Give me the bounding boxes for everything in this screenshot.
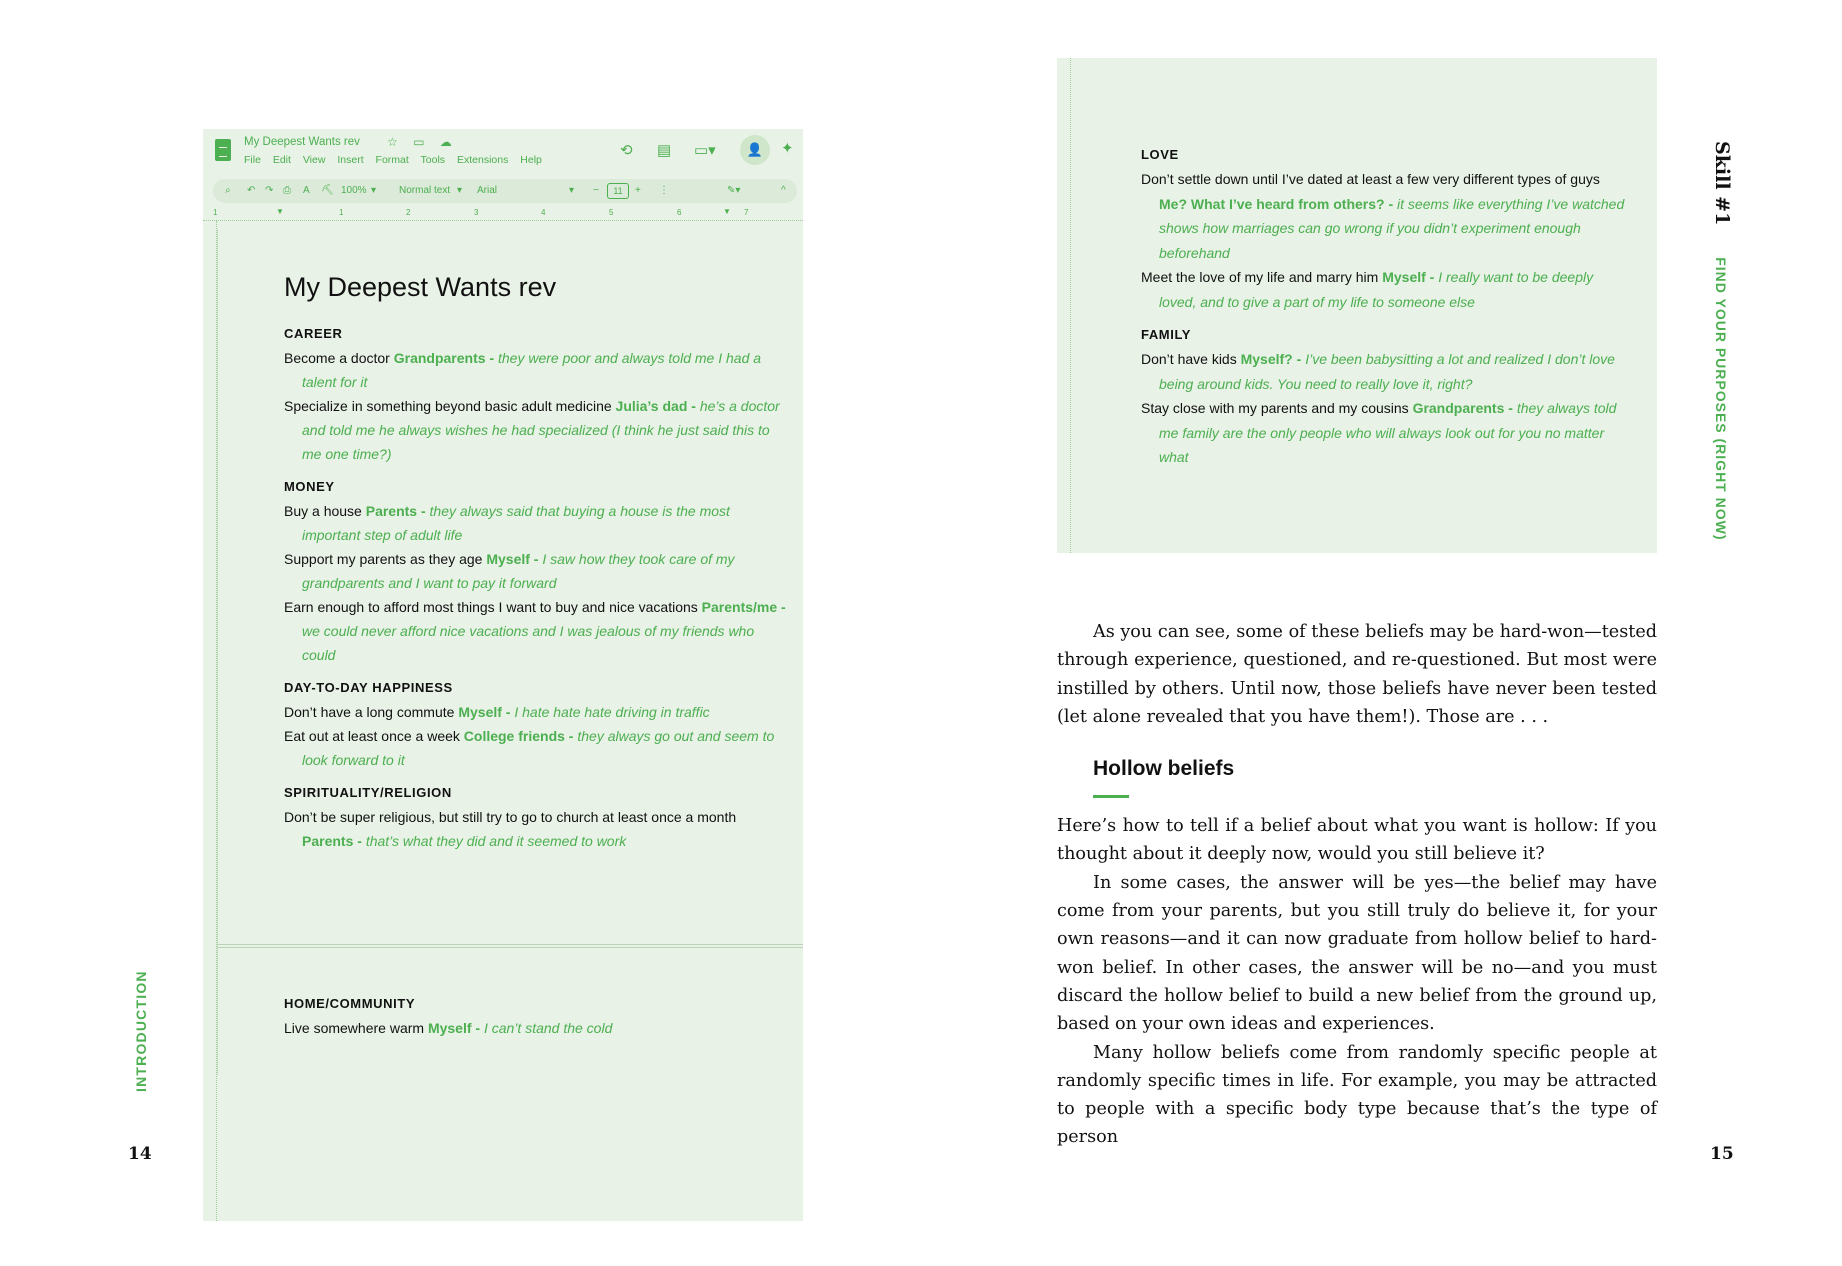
menu-view[interactable]: View <box>302 154 326 166</box>
section-heading: FAMILY <box>1141 327 1192 342</box>
redo-icon[interactable]: ↷ <box>265 185 274 196</box>
want-item: Stay close with my parents and my cousins Grandparents - they always told me family are the only people who will always look out for you no matter what <box>1141 400 1617 465</box>
page-edge <box>217 229 218 1075</box>
want-item: Live somewhere warm Myself - I can’t stand the cold <box>284 1020 613 1036</box>
doc-title: My Deepest Wants rev <box>284 272 557 302</box>
want-item: Support my parents as they age Myself - I saw how they took care of my grandparents and I want to pay it forward <box>284 551 735 591</box>
comments-icon[interactable]: ▤ <box>657 142 672 159</box>
menu-tools[interactable]: Tools <box>420 154 446 166</box>
section-heading: CAREER <box>284 326 343 341</box>
print-icon[interactable]: ⎙ <box>283 185 291 196</box>
want-item: Buy a house Parents - they always said that buying a house is the most important step of adult life <box>284 503 730 543</box>
undo-icon[interactable]: ↶ <box>247 185 256 196</box>
more-icon[interactable]: ⋮ <box>659 185 669 196</box>
want-item: Don’t have a long commute Myself - I hate hate hate driving in traffic <box>284 704 710 720</box>
want-item: Meet the love of my life and marry him Myself - I really want to be deeply loved, and to give a part of my life to someone else <box>1141 269 1594 310</box>
doc-body-page2 <box>284 992 789 1040</box>
want-item: Don’t have kids Myself? - I’ve been babysitting a lot and realized I don’t love being around kids. You need to really love it, right? <box>1141 351 1615 392</box>
doc-menu-bar <box>244 154 551 166</box>
section-heading: MONEY <box>284 479 335 494</box>
style-select[interactable]: Normal text <box>399 185 451 196</box>
skill-title: FIND YOUR PURPOSES (RIGHT NOW) <box>1713 257 1729 541</box>
page-break <box>217 944 803 948</box>
menu-format[interactable]: Format <box>375 154 409 166</box>
ruler-mark: 7 <box>744 208 749 217</box>
docs-logo-icon[interactable] <box>215 139 231 161</box>
share-icon[interactable]: 👤 <box>740 135 770 165</box>
want-item: Become a doctor Grandparents - they were poor and always told me I had a talent for it <box>284 350 762 390</box>
skill-number: Skill #1 <box>1711 141 1733 226</box>
running-head-right <box>1711 141 1733 541</box>
ruler-mark: 4 <box>541 208 546 217</box>
collapse-icon[interactable]: ^ <box>781 185 786 196</box>
font-size-decrease[interactable]: − <box>593 185 599 196</box>
doc-body-continued <box>1141 143 1631 470</box>
chevron-down-icon[interactable]: ▾ <box>457 185 463 196</box>
heading-rule <box>1093 795 1129 798</box>
paragraph: In some cases, the answer will be yes—the belief may have come from your parents, but you still truly do believe it, for your own reasons—and it can now graduate from hollow belief to hard-won belief. In other cases, the answer will be no—and you must discard the hollow belief to build a new belief from the ground up, based on your own ideas and experiences. <box>1057 872 1657 1035</box>
menu-help[interactable]: Help <box>520 154 542 166</box>
search-icon[interactable]: ⌕ <box>225 185 231 196</box>
zoom-select[interactable]: 100% <box>341 185 367 196</box>
section-heading: LOVE <box>1141 147 1179 162</box>
menu-extensions[interactable]: Extensions <box>456 154 509 166</box>
want-item: Specialize in something beyond basic adult medicine Julia’s dad - he’s a doctor and told me he always wishes he had specialized (I think he just said this to me one time?) <box>284 398 780 462</box>
ruler-mark: 5 <box>609 208 614 217</box>
horizontal-ruler <box>203 207 803 221</box>
want-item: Don’t be super religious, but still try to go to church at least once a month Parents - that’s what they did and it seemed to work <box>284 809 737 849</box>
chevron-down-icon[interactable]: ▾ <box>371 185 377 196</box>
doc-body <box>284 270 789 853</box>
paint-format-icon[interactable]: ⛏ <box>321 185 334 196</box>
want-item: Earn enough to afford most things I want to buy and nice vacations Parents/me - we could never afford nice vacations and I was jealous of my friends who could <box>284 599 786 663</box>
section-heading-hollow-beliefs: Hollow beliefs <box>1093 757 1235 781</box>
section-heading: DAY-TO-DAY HAPPINESS <box>284 680 453 695</box>
indent-marker-icon[interactable]: ▼ <box>723 207 731 216</box>
paragraph: As you can see, some of these beliefs may be hard-won—tested through experience, questioned, and re-questioned. But most were instilled by others. Until now, those beliefs have never been tested (let alone revealed that you have them!). Those are . . . <box>1057 622 1657 727</box>
vertical-ruler <box>1063 58 1071 553</box>
doc-title-bar <box>203 129 803 175</box>
spellcheck-icon[interactable]: A <box>303 185 310 196</box>
edit-mode-icon[interactable]: ✎▾ <box>727 185 741 196</box>
indent-marker-icon[interactable]: ▼ <box>276 207 284 216</box>
menu-insert[interactable]: Insert <box>337 154 364 166</box>
font-size-input[interactable]: 11 <box>607 183 629 199</box>
star-folder-cloud-icons[interactable]: ☆ ▭ ☁ <box>387 135 458 149</box>
ruler-mark: 2 <box>406 208 411 217</box>
menu-edit[interactable]: Edit <box>272 154 291 166</box>
doc-filename[interactable]: My Deepest Wants rev <box>244 136 360 148</box>
ruler-mark: 3 <box>474 208 479 217</box>
ruler-mark: 1 <box>339 208 344 217</box>
ruler-mark: 6 <box>677 208 682 217</box>
chevron-down-icon[interactable]: ▾ <box>569 185 575 196</box>
gemini-icon[interactable]: ✦ <box>781 140 794 157</box>
want-item: Eat out at least once a week College friends - they always go out and seem to look forward to it <box>284 728 775 768</box>
section-heading: SPIRITUALITY/RELIGION <box>284 785 452 800</box>
vertical-ruler <box>209 221 217 1221</box>
paragraph: Many hollow beliefs come from randomly specific people at randomly specific times in life. For example, you may be attracted to people with a specific body type because that’s the type of person <box>1057 1042 1657 1148</box>
running-head-left: INTRODUCTION <box>133 970 149 1092</box>
doc-screenshot-left <box>203 129 803 1221</box>
menu-file[interactable]: File <box>244 154 261 166</box>
history-icon[interactable]: ⟲ <box>620 142 633 159</box>
ruler-mark: 1 <box>213 208 218 217</box>
page-number-right: 15 <box>1710 1144 1734 1164</box>
want-item: Don’t settle down until I’ve dated at least a few very different types of guys Me? What I’ve heard from others? - it seems like everything I’ve watched shows how marriages can go wrong if you didn’t experiment enough beforehand <box>1141 171 1625 261</box>
page-number-left: 14 <box>128 1144 152 1164</box>
font-size-increase[interactable]: + <box>635 185 641 196</box>
book-body-text <box>1057 618 1657 1152</box>
font-select[interactable]: Arial <box>477 185 498 196</box>
doc-toolbar <box>213 179 797 203</box>
doc-screenshot-right <box>1057 58 1657 553</box>
meet-icon[interactable]: ▭▾ <box>694 142 716 159</box>
paragraph: Here’s how to tell if a belief about what you want is hollow: If you thought about it deeply now, would you still believe it? <box>1057 816 1657 865</box>
section-heading: HOME/COMMUNITY <box>284 996 416 1011</box>
